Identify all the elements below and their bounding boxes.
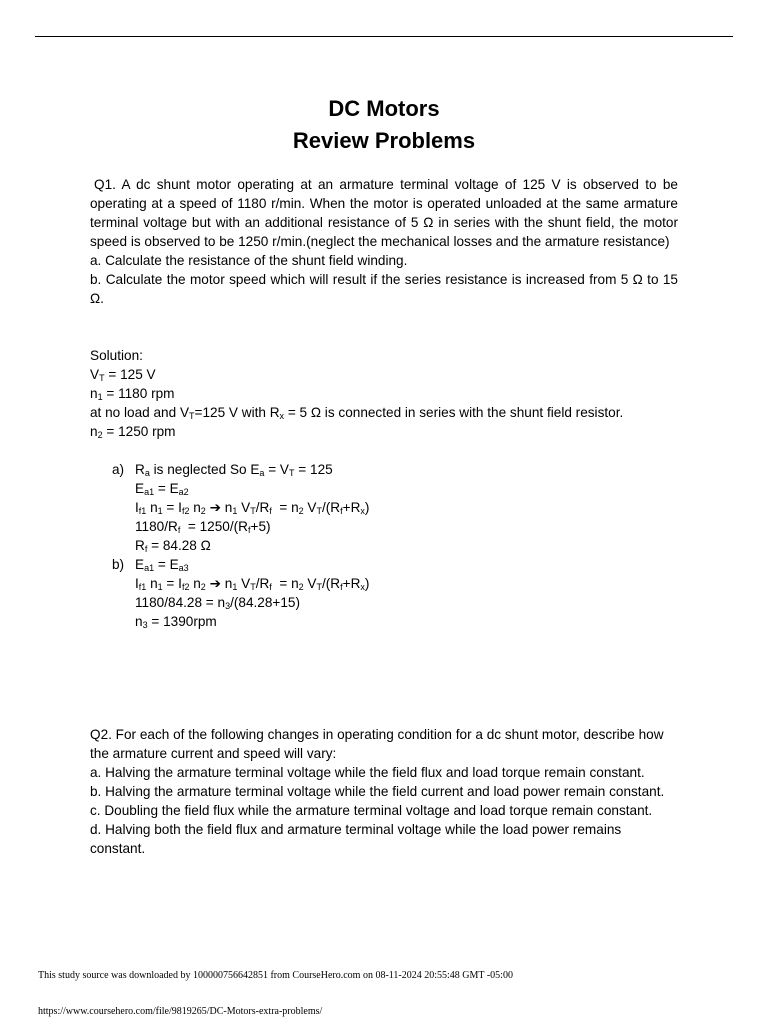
question-2 xyxy=(90,725,678,858)
step-a-2: $E_{a1} = E_{a2}$ xyxy=(135,481,189,497)
q1-intro: Q1. A dc shunt motor operating at an armature terminal voltage of 125 V is observed to be operating at a speed of 1180 r/min. When the motor is operated unloaded at the same armature terminal voltage but with an additional resistance of 5 Ω in series with the shunt field, the motor speed is observed to be 1250 r/min.(neglect the mechanical losses and the armature resistance) xyxy=(90,177,678,249)
given-noload: at no load and $V_T=125$ V with $R_x = 5$ Ω is connected in series with the shunt field resistor. xyxy=(90,405,624,421)
document-title: DC Motors xyxy=(328,96,440,121)
q2-part-a: a. Halving the armature terminal voltage while the field flux and load torque remain constant. xyxy=(90,765,645,780)
step-a-3: $I_{f1}$ $n_1 = I_{f2}$ $n_2$ ➔ $n_1$ $V_T/R_f = n_2$ $V_T/(R_f+R_x)$ xyxy=(135,500,370,516)
given-vt: $V_T = 125$ V xyxy=(90,367,156,383)
q2-part-c: c. Doubling the field flux while the armature terminal voltage and load torque remain constant. xyxy=(90,803,653,818)
arrow-icon: ➔ xyxy=(209,576,221,591)
question-1 xyxy=(90,175,678,308)
step-b-2: $I_{f1}$ $n_1 = I_{f2}$ $n_2$ ➔ $n_1$ $V_T/R_f = n_2$ $V_T/(R_f+R_x)$ xyxy=(135,576,370,592)
solution-block xyxy=(90,346,678,441)
step-a-4: $1180/R_f = 1250/(R_f+5)$ xyxy=(135,519,271,535)
q2-part-b: b. Halving the armature terminal voltage while the field current and load power remain constant. xyxy=(90,784,665,799)
step-b-1: b) $E_{a1} = E_{a3}$ xyxy=(90,555,678,574)
step-b-label: b) xyxy=(112,557,125,572)
given-n1: $n_1 = 1180$ rpm xyxy=(90,386,175,402)
step-a-label: a) xyxy=(112,462,125,477)
document-subtitle: Review Problems xyxy=(292,128,476,153)
download-notice: This study source was downloaded by 100000756642851 from CourseHero.com on 08-11-2024 20:55:48 GMT -05:00 xyxy=(38,970,513,981)
arrow-icon: ➔ xyxy=(209,500,221,515)
solution-steps xyxy=(90,460,678,631)
step-a-1: a) $R_a$ is neglected So $E_a = V_T = 125$ xyxy=(90,460,678,479)
q1-part-b: b. Calculate the motor speed which will result if the series resistance is increased from 5 Ω to 15 Ω. xyxy=(90,272,678,306)
q2-part-d: d. Halving both the field flux and armature terminal voltage while the load power remains constant. xyxy=(90,822,622,856)
q1-part-a: a. Calculate the resistance of the shunt field winding. xyxy=(90,253,408,268)
header-rule xyxy=(35,36,733,37)
step-b-4: $n_3 = 1390rpm$ xyxy=(135,614,217,630)
given-n2: $n_2 = 1250$ rpm xyxy=(90,424,176,440)
source-url[interactable]: https://www.coursehero.com/file/9819265/DC-Motors-extra-problems/ xyxy=(38,1006,323,1017)
step-b-3: $1180/84.28 = n_3/(84.28+15)$ xyxy=(135,595,301,611)
q2-intro: Q2. For each of the following changes in operating condition for a dc shunt motor, describe how the armature current and speed will vary: xyxy=(90,727,664,761)
step-a-5: $R_f = 84.28$ Ω xyxy=(135,538,211,554)
solution-heading: Solution: xyxy=(90,348,143,363)
